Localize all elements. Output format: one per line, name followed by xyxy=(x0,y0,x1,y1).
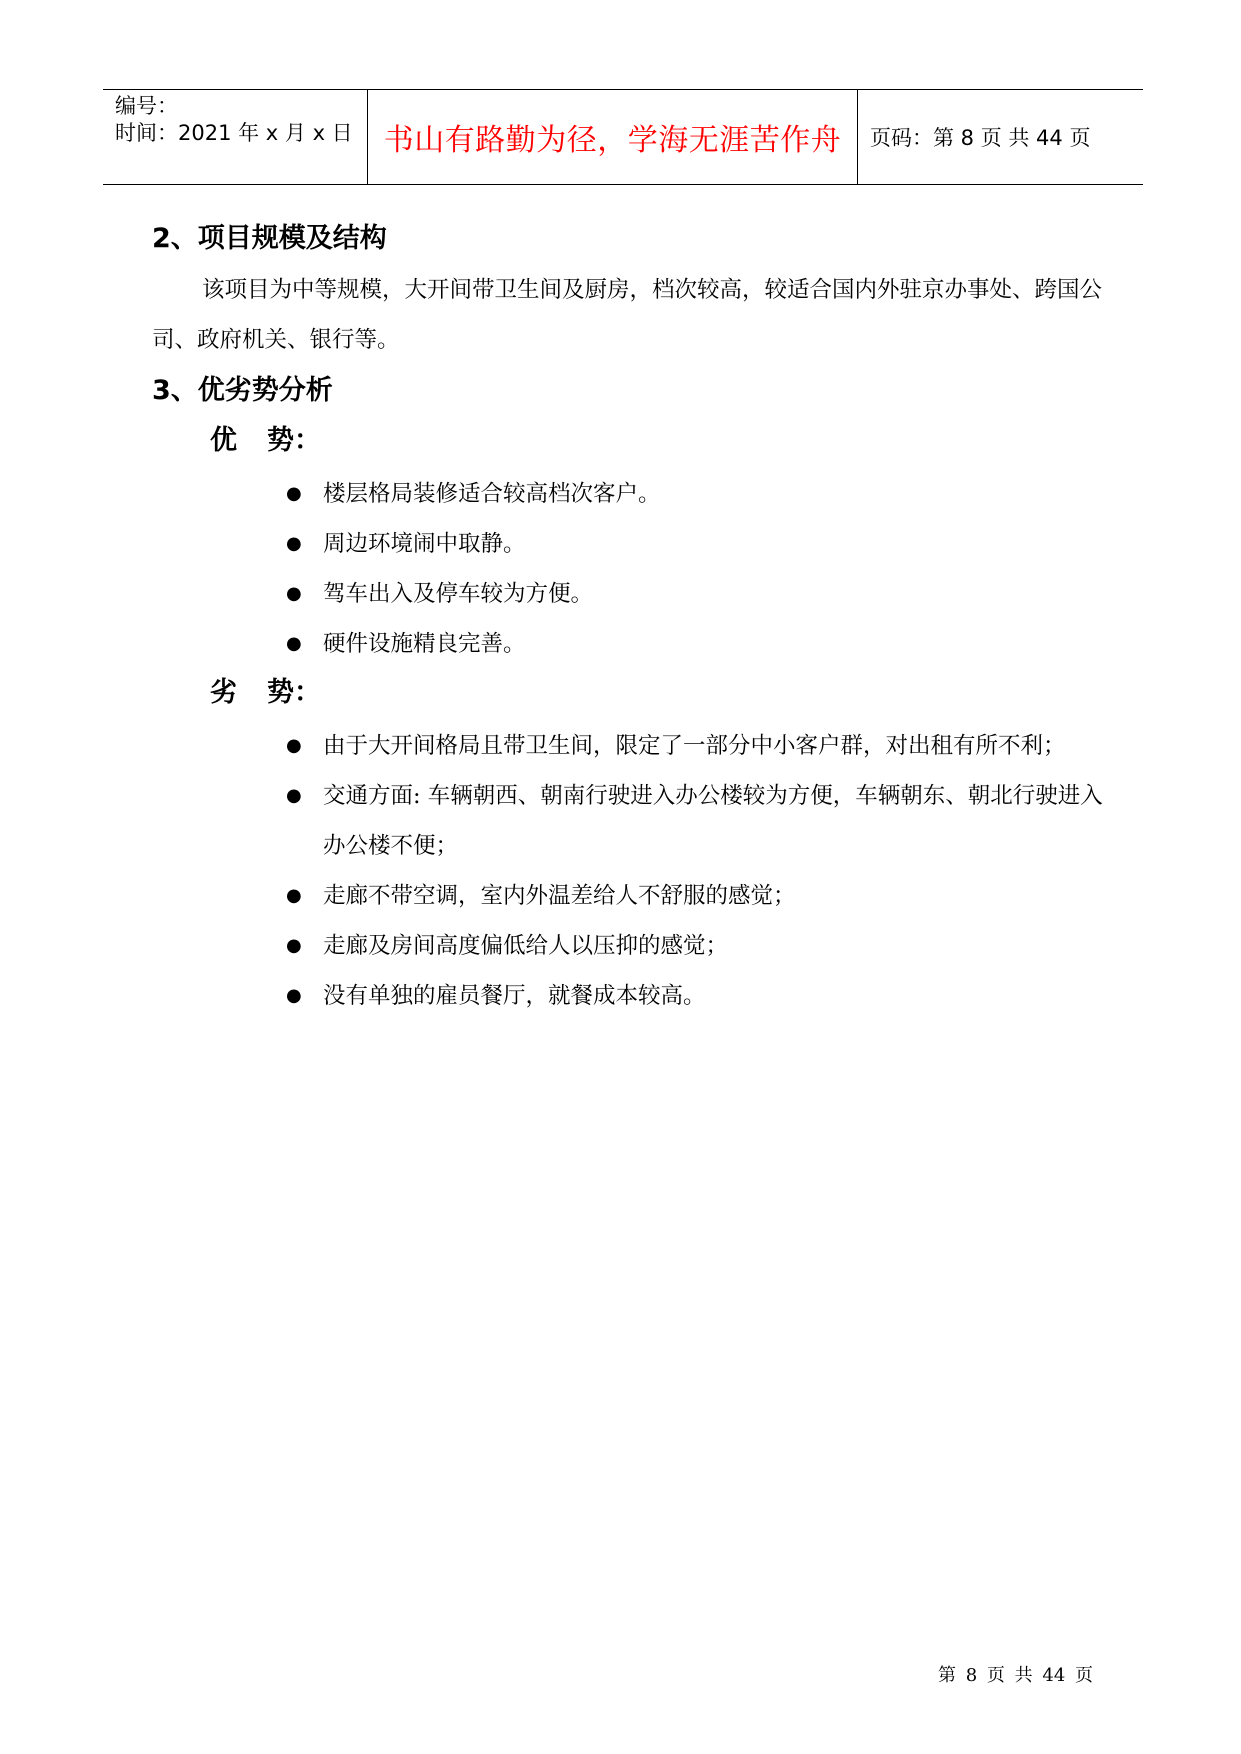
bullet-icon: ● xyxy=(286,483,302,504)
list-item xyxy=(0,519,1103,569)
list-item-text: 由于大开间格局且带卫生间，限定了一部分中小客户群，对出租有所不利； xyxy=(323,733,1066,759)
header-motto: 书山有路勤为径，学海无涯苦作舟 xyxy=(383,123,842,158)
bullet-icon: ● xyxy=(286,583,302,604)
header-middle-cell xyxy=(368,90,858,184)
bullet-icon: ● xyxy=(286,885,302,906)
list-item-text: 周边环境闹中取静。 xyxy=(323,531,526,557)
disadvantages-label-a: 劣 xyxy=(210,677,237,708)
list-item xyxy=(0,721,1103,771)
section-2-heading: 2、项目规模及结构 xyxy=(152,223,387,254)
list-item xyxy=(0,871,1103,921)
section-2-paragraph-text: 该项目为中等规模，大开间带卫生间及厨房，档次较高，较适合国内外驻京办事处、跨国公司、政府机关、银行等。 xyxy=(152,277,1103,353)
bullet-icon: ● xyxy=(286,785,302,806)
header-left-cell xyxy=(103,90,368,184)
list-item-text: 交通方面: 车辆朝西、朝南行驶进入办公楼较为方便，车辆朝东、朝北行驶进入办公楼不便； xyxy=(323,783,1103,859)
footer-page-number: 第 8 页 共 44 页 xyxy=(938,1665,1093,1686)
list-item-text: 硬件设施精良完善。 xyxy=(323,631,526,657)
bullet-icon: ● xyxy=(286,633,302,654)
bullet-icon: ● xyxy=(286,935,302,956)
bullet-icon: ● xyxy=(286,533,302,554)
header-right-cell xyxy=(858,90,1143,184)
list-item xyxy=(0,971,1103,1021)
list-item xyxy=(0,921,1103,971)
list-item xyxy=(0,469,1103,519)
bullet-icon: ● xyxy=(286,735,302,756)
advantages-label-a: 优 xyxy=(210,425,237,456)
list-item-text: 楼层格局装修适合较高档次客户。 xyxy=(323,481,661,507)
list-item xyxy=(0,619,1103,669)
list-item-text: 没有单独的雇员餐厅，就餐成本较高。 xyxy=(323,983,706,1009)
bullet-icon: ● xyxy=(286,985,302,1006)
advantages-label-b: 势： xyxy=(267,425,321,456)
section-3-heading: 3、优劣势分析 xyxy=(152,375,333,406)
section-2-paragraph xyxy=(152,265,1102,365)
disadvantages-label-b: 势： xyxy=(267,677,321,708)
document-number-label: 编号： xyxy=(115,94,178,118)
header-page-code: 页码：第 8 页 共 44 页 xyxy=(870,126,1091,150)
list-item-text: 驾车出入及停车较为方便。 xyxy=(323,581,594,607)
list-item-text: 走廊及房间高度偏低给人以压抑的感觉； xyxy=(323,933,729,959)
advantages-list xyxy=(0,469,1103,669)
document-date: 时间：2021 年 x 月 x 日 xyxy=(115,121,353,145)
list-item xyxy=(0,771,1103,871)
list-item-text: 走廊不带空调，室内外温差给人不舒服的感觉； xyxy=(323,883,796,909)
list-item xyxy=(0,569,1103,619)
advantages-heading xyxy=(210,424,321,458)
disadvantages-list xyxy=(0,721,1103,1021)
disadvantages-heading xyxy=(210,676,321,710)
header-table xyxy=(103,89,1143,185)
